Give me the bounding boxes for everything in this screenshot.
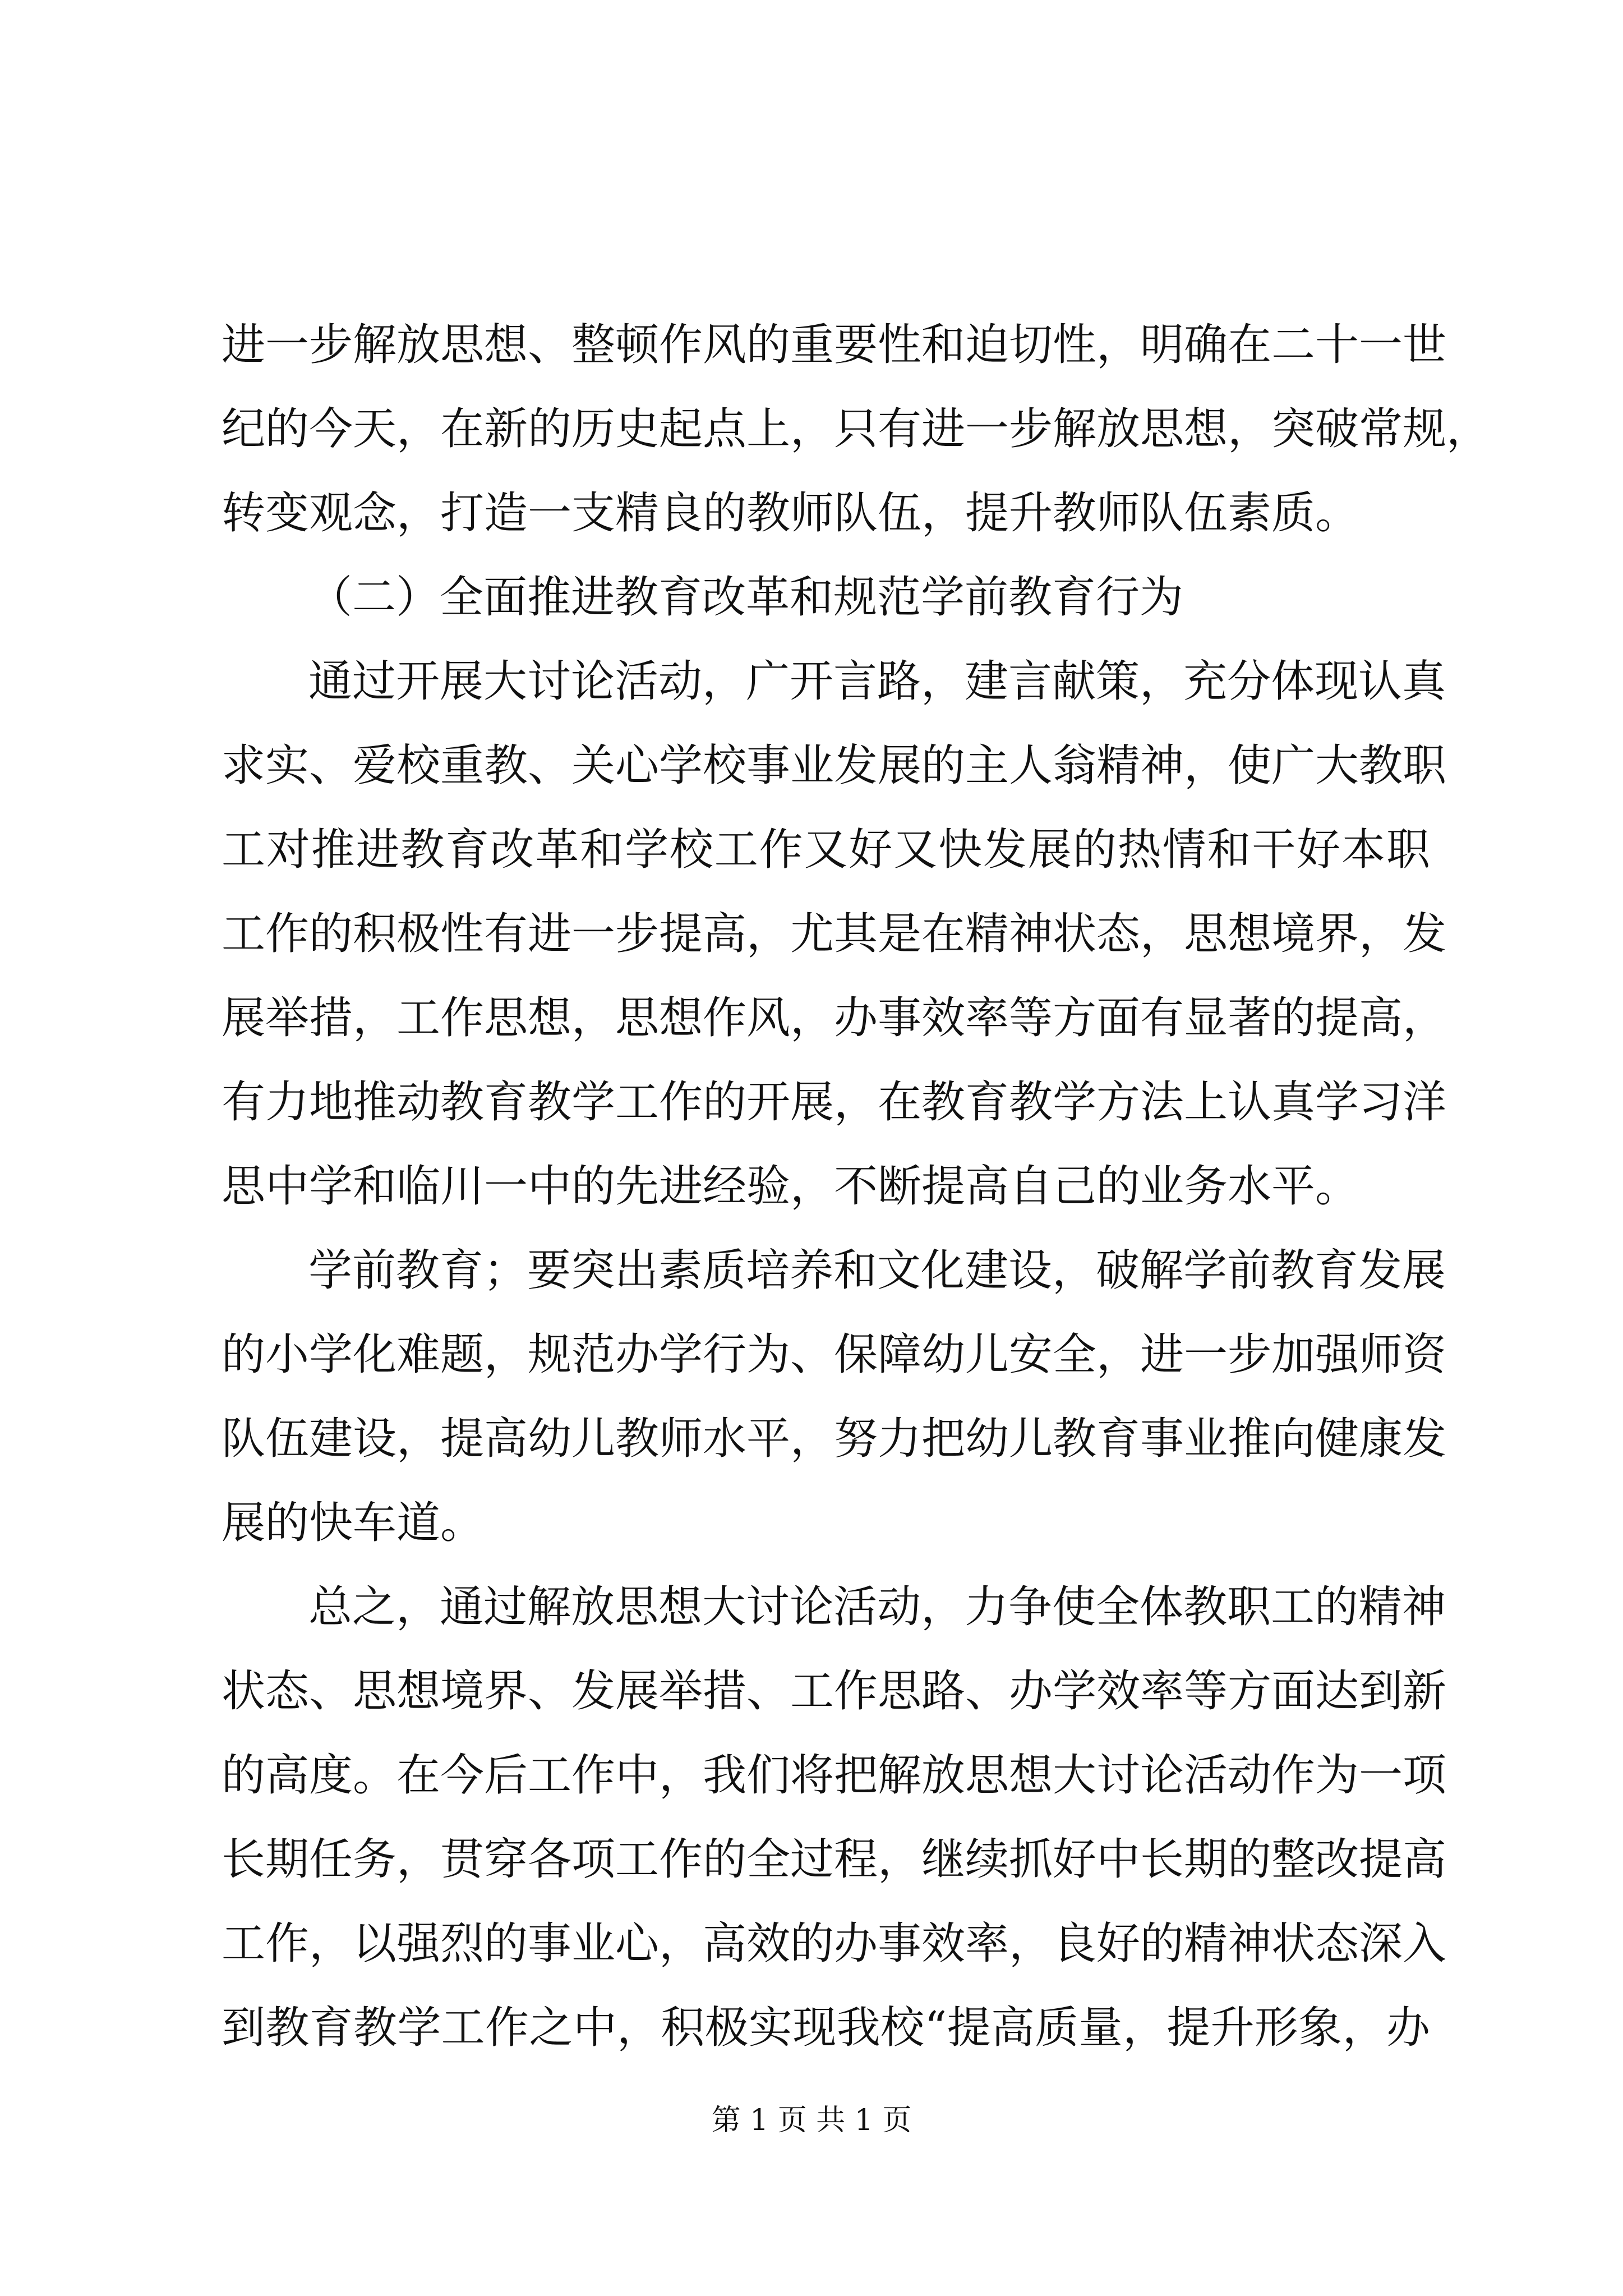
text-line: 总之，通过解放思想大讨论活动，力争使全体教职工的精神 [308,1582,1446,1632]
text-line: 通过开展大讨论活动，广开言路，建言献策，充分体现认真 [308,656,1446,707]
text-line: 展的快车道。 [222,1498,485,1548]
page-number-label: 第 1 页 共 1 页 [711,2104,912,2137]
text-line: 状态、思想境界、发展举措、工作思路、办学效率等方面达到新 [222,1666,1447,1717]
text-line: 转变观念，打造一支精良的教师队伍，提升教师队伍素质。 [222,488,1359,539]
text-line: 学前教育；要突出素质培养和文化建设，破解学前教育发展 [308,1245,1446,1296]
text-line: 长期任务，贯穿各项工作的全过程，继续抓好中长期的整改提高 [222,1834,1447,1885]
text-line: 队伍建设，提高幼儿教师水平，努力把幼儿教育事业推向健康发 [222,1414,1447,1464]
section-heading [222,555,1430,639]
paragraph-4 [222,1565,1447,2070]
paragraph-1 [222,303,1491,555]
document-body [222,303,1491,2070]
paragraph-3 [222,1228,1447,1565]
text-line: 工对推进教育改革和学校工作又好又快发展的热情和干好本职 [222,825,1430,875]
text-line: 工作，以强烈的事业心，高效的办事效率，良好的精神状态深入 [222,1918,1447,1969]
text-line: 思中学和临川一中的先进经验，不断提高自己的业务水平。 [222,1161,1359,1212]
text-line: 工作的积极性有进一步提高，尤其是在精神状态，思想境界，发 [222,909,1447,959]
text-line: 展举措，工作思想，思想作风，办事效率等方面有显著的提高， [222,993,1447,1043]
page-footer [0,2098,1623,2143]
text-line: 纪的今天，在新的历史起点上，只有进一步解放思想，突破常规， [222,404,1491,454]
text-line: 进一步解放思想、整顿作风的重要性和迫切性，明确在二十一世 [222,320,1447,370]
text-line: 的小学化难题，规范办学行为、保障幼儿安全，进一步加强师资 [222,1329,1447,1380]
text-line: 求实、爱校重教、关心学校事业发展的主人翁精神，使广大教职 [222,740,1447,791]
text-line: 到教育教学工作之中，积极实现我校“提高质量，提升形象，办 [222,2003,1430,2053]
text-line: 有力地推动教育教学工作的开展，在教育教学方法上认真学习洋 [222,1077,1447,1128]
paragraph-2 [222,639,1447,1228]
section-heading-text: （二）全面推进教育改革和规范学前教育行为 [308,572,1184,623]
text-line: 的高度。在今后工作中，我们将把解放思想大讨论活动作为一项 [222,1750,1447,1801]
